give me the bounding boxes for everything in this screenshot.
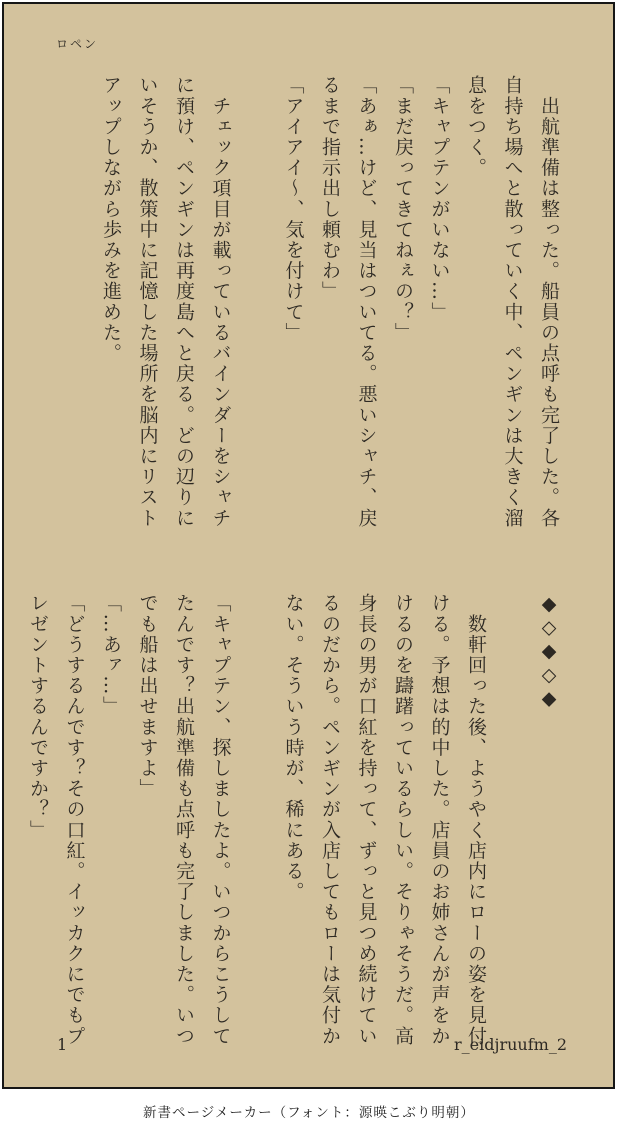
text-line: チェック項目が載っているバインダーをシャチ	[209, 75, 232, 529]
text-line: いそうか、散策中に記憶した場所を脳内にリスト	[136, 75, 159, 529]
text-line	[494, 593, 531, 1065]
text-line: ない。そういう時が、稀にある。	[282, 593, 305, 902]
text-line: ◆◇◆◇◆	[538, 593, 560, 711]
page-number: 1	[57, 1035, 68, 1054]
text-line: 息をつく。	[465, 75, 487, 178]
text-line: るのだから。ペンギンが入店してもローは気付か	[319, 593, 341, 1047]
text-line: 身長の男が口紅を持って、ずっと見つめ続けてい	[355, 593, 378, 1047]
text-line: 「キャプテン、探しましたよ。いつからこうして	[209, 593, 232, 1047]
text-line: 「まだ戻ってきてねぇの？」	[392, 75, 414, 343]
text-line: に預け、ペンギンは再度島へと戻る。どの辺りに	[173, 75, 195, 529]
text-line: アップしながら歩みを進めた。	[100, 75, 122, 364]
text-line: ける。予想は的中した。店員のお姉さんが声をか	[428, 593, 451, 1047]
watermark-text: r_eidjruufm_2	[454, 1035, 567, 1054]
text-line: 「あぁ…けど、見当はついてる。悪いシャチ、戻	[355, 75, 378, 529]
text-line: 「キャプテンがいない…」	[428, 75, 451, 323]
text-line: 数軒回った後、ようやく店内にローの姿を見付	[465, 593, 487, 1047]
text-line: 「…あァ…」	[100, 593, 122, 717]
generator-caption: 新書ページメーカー（フォント：源暎こぶり明朝）	[143, 1105, 475, 1121]
text-line: 出航準備は整った。船員の点呼も完了した。各	[538, 75, 560, 529]
text-line: るまで指示出し頼むわ」	[319, 75, 341, 302]
page-header-title: ロペン	[56, 37, 99, 51]
text-band-lower	[20, 593, 568, 1065]
text-line: でも船は出せますよ」	[136, 593, 159, 799]
text-line: 自持ち場へと散っていく中、ペンギンは大きく溜	[501, 75, 524, 529]
text-line: けるのを躊躇っているらしい。そりゃそうだ。高	[392, 593, 414, 1047]
text-line: たんです？出航準備も点呼も完了しました。いつ	[173, 593, 195, 1047]
novel-page	[2, 2, 615, 1089]
text-line	[239, 593, 276, 1065]
text-line: 「アイアイ～、気を付けて」	[282, 75, 305, 343]
text-line: レゼントするんですか？」	[27, 593, 49, 841]
text-line: 「どうするんです？その口紅。イッカクにでもプ	[63, 593, 86, 1047]
text-line	[239, 75, 276, 547]
text-band-upper	[93, 75, 568, 547]
